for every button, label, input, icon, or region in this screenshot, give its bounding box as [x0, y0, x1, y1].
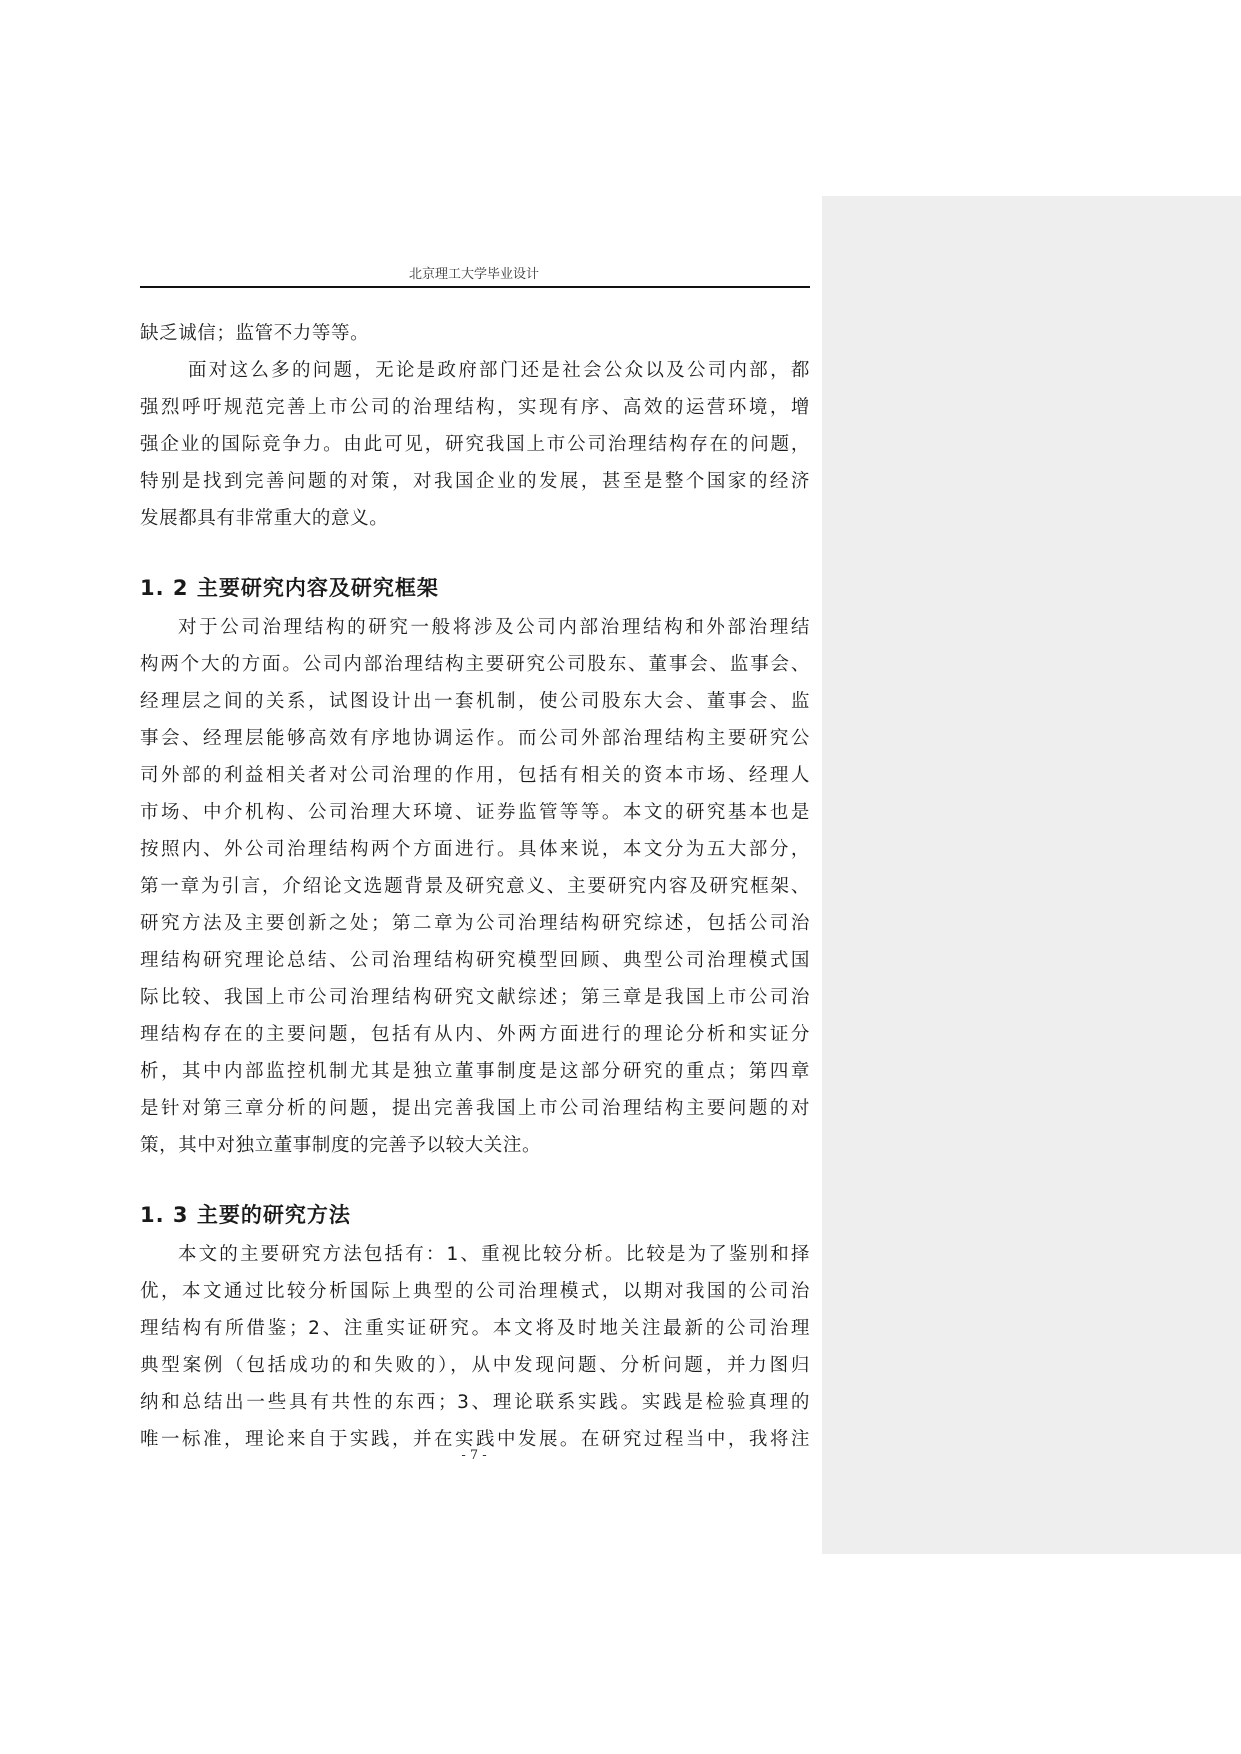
- text-line: 经理层之间的关系，试图设计出一套机制，使公司股东大会、董事会、监: [140, 691, 810, 712]
- text-line: 优，本文通过比较分析国际上典型的公司治理模式，以期对我国的公司治: [140, 1281, 810, 1302]
- text-line: 缺乏诚信；监管不力等等。: [140, 323, 370, 344]
- text-line: 理结构研究理论总结、公司治理结构研究模型回顾、典型公司治理模式国: [140, 950, 810, 971]
- text-line: 际比较、我国上市公司治理结构研究文献综述；第三章是我国上市公司治: [140, 987, 810, 1008]
- header-divider: [140, 286, 810, 288]
- text-line: 是针对第三章分析的问题，提出完善我国上市公司治理结构主要问题的对: [140, 1098, 810, 1119]
- text-line: 市场、中介机构、公司治理大环境、证券监管等等。本文的研究基本也是: [140, 802, 810, 823]
- document-body: [140, 315, 810, 1458]
- comment-pane: [822, 196, 1241, 1554]
- text-line: 特别是找到完善问题的对策，对我国企业的发展，甚至是整个国家的经济: [140, 471, 810, 492]
- text-line: 构两个大的方面。公司内部治理结构主要研究公司股东、董事会、监事会、: [140, 654, 810, 675]
- text-line: 发展都具有非常重大的意义。: [140, 508, 389, 529]
- text-line: 对于公司治理结构的研究一般将涉及公司内部治理结构和外部治理结: [178, 617, 810, 638]
- text-line: 司外部的利益相关者对公司治理的作用，包括有相关的资本市场、经理人: [140, 765, 810, 786]
- text-line: 按照内、外公司治理结构两个方面进行。具体来说，本文分为五大部分，: [140, 839, 810, 860]
- text-line: 策，其中对独立董事制度的完善予以较大关注。: [140, 1135, 542, 1156]
- paragraph-2: [140, 609, 810, 1164]
- page-number: - 7 -: [461, 1448, 487, 1463]
- text-line: 纳和总结出一些具有共性的东西；3、理论联系实践。实践是检验真理的: [140, 1392, 810, 1413]
- text-line: 理结构存在的主要问题，包括有从内、外两方面进行的理论分析和实证分: [140, 1024, 810, 1045]
- paragraph-1: [140, 352, 810, 537]
- section-gap: [140, 537, 810, 567]
- paragraph-intro: [140, 315, 810, 352]
- paragraph-3: [140, 1236, 810, 1458]
- text-line: 本文的主要研究方法包括有：1、重视比较分析。比较是为了鉴别和择: [178, 1244, 810, 1265]
- text-line: 唯一标准，理论来自于实践，并在实践中发展。在研究过程当中，我将注: [140, 1429, 810, 1450]
- text-line: 理结构有所借鉴；2、注重实证研究。本文将及时地关注最新的公司治理: [140, 1318, 810, 1339]
- text-line: 典型案例（包括成功的和失败的），从中发现问题、分析问题，并力图归: [140, 1355, 810, 1376]
- section-gap: [140, 1164, 810, 1194]
- section-heading-1-2: 1. 2 主要研究内容及研究框架: [140, 576, 439, 600]
- page-header-title: 北京理工大学毕业设计: [408, 267, 539, 282]
- text-line: 析，其中内部监控机制尤其是独立董事制度是这部分研究的重点；第四章: [140, 1061, 810, 1082]
- text-line: 强烈呼吁规范完善上市公司的治理结构，实现有序、高效的运营环境，增: [140, 397, 810, 418]
- text-line: 面对这么多的问题，无论是政府部门还是社会公众以及公司内部，都: [188, 360, 810, 381]
- text-line: 强企业的国际竞争力。由此可见，研究我国上市公司治理结构存在的问题，: [140, 434, 810, 455]
- section-heading-1-3: 1. 3 主要的研究方法: [140, 1203, 351, 1227]
- text-line: 第一章为引言，介绍论文选题背景及研究意义、主要研究内容及研究框架、: [140, 876, 810, 897]
- text-line: 事会、经理层能够高效有序地协调运作。而公司外部治理结构主要研究公: [140, 728, 810, 749]
- text-line: 研究方法及主要创新之处；第二章为公司治理结构研究综述，包括公司治: [140, 913, 810, 934]
